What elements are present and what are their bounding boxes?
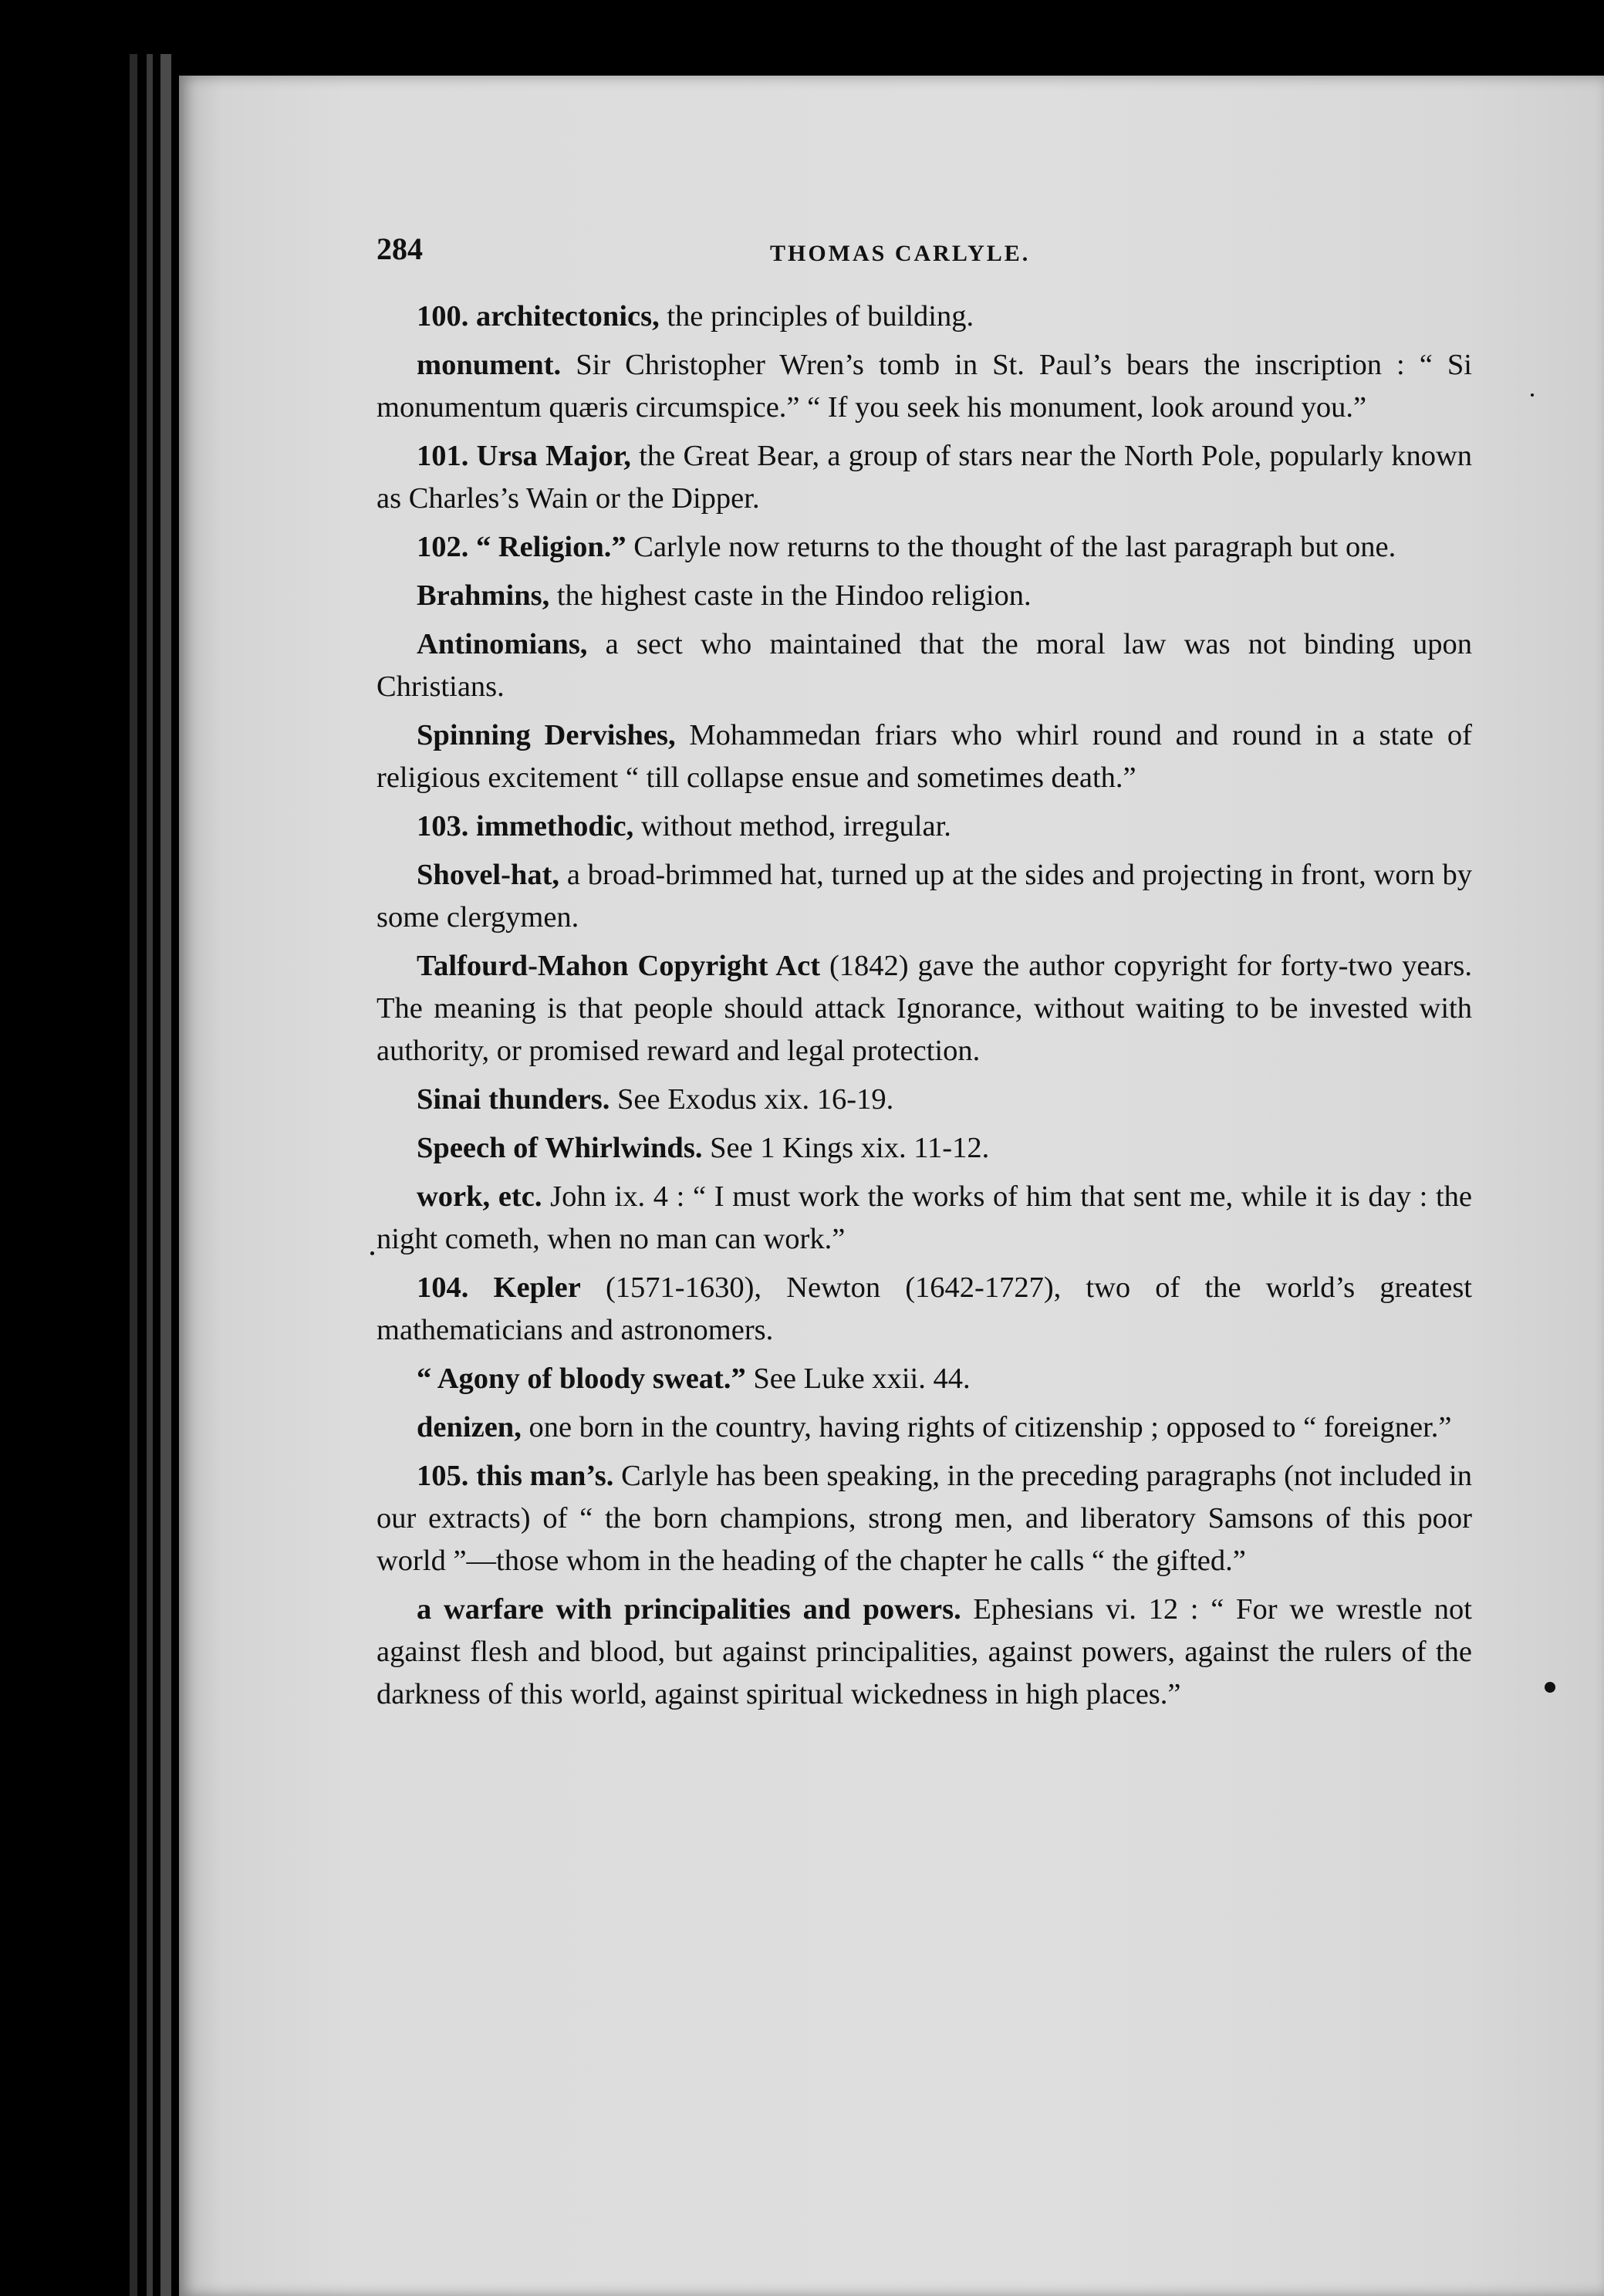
note-text: Mohammedan friars who whirl round and round in a state of religious excitement “ till collapse ensue and sometimes death.”: [377, 719, 1472, 794]
note-entry: [377, 854, 1472, 939]
note-text: Carlyle now returns to the thought of the last paragraph but one.: [626, 531, 1396, 563]
note-term: Brahmins,: [417, 579, 550, 612]
note-entry: [377, 805, 1472, 848]
note-entry: [377, 344, 1472, 429]
note-term: Speech of Whirlwinds.: [417, 1132, 703, 1164]
note-entry: [377, 575, 1472, 617]
scan-speck: [1531, 393, 1534, 397]
running-title: THOMAS CARLYLE.: [770, 241, 1031, 266]
page-edge-left-2: [147, 54, 153, 2296]
page-number: 284: [377, 231, 423, 266]
note-term: Ursa Major,: [476, 440, 631, 472]
note-text: Carlyle has been speaking, in the preceding paragraphs (not included in our extracts) of “ the born champions, strong men, and liberatory Samsons of this poor world ”—those whom in the heading of the chapter he calls “ the gifted.”: [377, 1460, 1473, 1577]
note-number: 100.: [417, 300, 469, 333]
note-text: the Great Bear, a group of stars near the North Pole, popularly known as Charles’s Wain or the Dipper.: [377, 440, 1473, 515]
note-entry: [377, 1267, 1472, 1352]
note-term: Sinai thunders.: [417, 1083, 610, 1116]
note-text: the principles of building.: [659, 300, 974, 333]
note-term: “ Religion.”: [476, 531, 626, 563]
note-text: (1842) gave the author copyright for forty-two years. The meaning is that people should attack Ignorance, without waiting to be invested with authority, or promised reward and legal protection.: [377, 950, 1472, 1067]
page-edge-left-1: [130, 54, 137, 2296]
note-text: Sir Christopher Wren’s tomb in St. Paul’s bears the inscription : “ Si monumentum quæris circumspice.” “ If you seek his monument, look around you.”: [377, 349, 1472, 424]
note-text: See Luke xxii. 44.: [745, 1362, 971, 1395]
note-entry: [377, 1079, 1472, 1121]
page-text: [377, 228, 1472, 1722]
note-text: (1571-1630), Newton (1642-1727), two of the world’s greatest mathematicians and astronomers.: [377, 1271, 1473, 1346]
note-entry: [377, 1358, 1472, 1400]
note-entry: [377, 714, 1472, 799]
note-text: John ix. 4 : “ I must work the works of him that sent me, while it is day : the night cometh, when no man can work.”: [377, 1180, 1472, 1255]
scan-speck: [370, 1251, 374, 1255]
note-number: 104.: [417, 1271, 469, 1304]
note-entry: [377, 623, 1472, 708]
note-text: the highest caste in the Hindoo religion.: [549, 579, 1032, 612]
note-term: immethodic,: [476, 810, 634, 842]
note-entry: [377, 1176, 1472, 1261]
note-term: Talfourd-Mahon Copyright Act: [417, 950, 821, 982]
note-text: Ephesians vi. 12 : “ For we wrestle not against flesh and blood, but against principalities, against powers, against the rulers of the darkness of this world, against spiritual wickedness in high places.”: [377, 1593, 1472, 1710]
note-term: Kepler: [493, 1271, 581, 1304]
note-text: a broad-brimmed hat, turned up at the sides and projecting in front, worn by some clergymen.: [377, 859, 1472, 934]
note-term: this man’s.: [476, 1460, 614, 1492]
note-term: “ Agony of bloody sweat.”: [417, 1362, 746, 1395]
note-number: 103.: [417, 810, 469, 842]
page-edge-left-3: [160, 54, 171, 2296]
note-entry: [377, 945, 1472, 1072]
note-term: monument.: [417, 349, 562, 381]
note-text: See Exodus xix. 16-19.: [610, 1083, 894, 1116]
note-term: denizen,: [417, 1411, 522, 1443]
note-text: See 1 Kings xix. 11-12.: [702, 1132, 990, 1164]
scan-speck: [1545, 1682, 1555, 1693]
note-number: 101.: [417, 440, 469, 472]
note-text: without method, irregular.: [633, 810, 951, 842]
annotation-list: [377, 295, 1472, 1716]
note-entry: [377, 1406, 1472, 1449]
note-entry: [377, 295, 1472, 338]
note-entry: [377, 1455, 1472, 1582]
note-term: Antinomians,: [417, 628, 588, 660]
note-entry: [377, 435, 1472, 520]
note-entry: [377, 526, 1472, 569]
note-number: 102.: [417, 531, 469, 563]
note-number: 105.: [417, 1460, 469, 1492]
note-entry: [377, 1589, 1472, 1716]
note-term: Spinning Dervishes,: [417, 719, 676, 751]
note-term: work, etc.: [417, 1180, 542, 1213]
page-header: [377, 228, 1472, 274]
note-term: Shovel-hat,: [417, 859, 560, 891]
note-entry: [377, 1127, 1472, 1170]
note-text: one born in the country, having rights of citizenship ; opposed to “ foreigner.”: [521, 1411, 1452, 1443]
note-text: a sect who maintained that the moral law was not binding upon Christians.: [377, 628, 1472, 703]
note-term: a warfare with principalities and powers.: [417, 1593, 961, 1626]
note-term: architectonics,: [476, 300, 660, 333]
